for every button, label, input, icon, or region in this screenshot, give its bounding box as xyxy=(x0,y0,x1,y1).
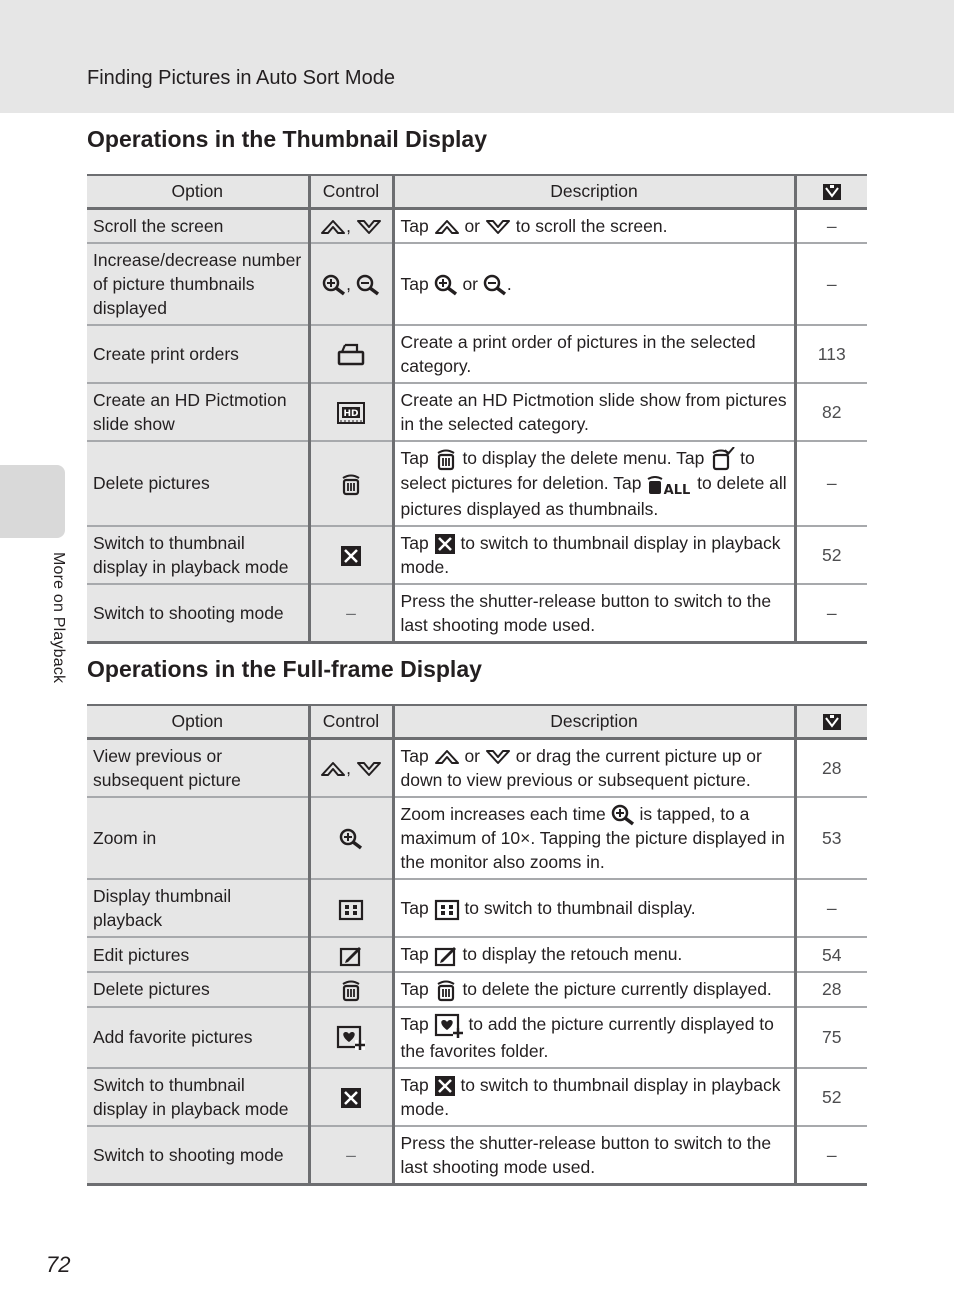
description-cell xyxy=(393,243,795,325)
scroll-up-icon xyxy=(434,748,460,766)
control-cell xyxy=(309,1068,393,1126)
table-row xyxy=(87,797,867,879)
playback-mode-icon xyxy=(434,1075,456,1097)
side-tab-label: More on Playback xyxy=(50,552,67,684)
zoom-in-icon xyxy=(611,804,635,826)
control-cell: , xyxy=(309,739,393,798)
retouch-icon xyxy=(434,945,458,967)
description-text: Tap xyxy=(400,1014,434,1035)
page-reference-cell: 113 xyxy=(795,325,867,383)
trash-icon xyxy=(339,472,363,496)
option-cell: Switch to thumbnail display in playback mode xyxy=(87,1068,309,1126)
control-none: – xyxy=(346,603,356,624)
page-reference-cell: 28 xyxy=(795,972,867,1007)
description-text: Zoom increases each time xyxy=(400,804,611,824)
table-row xyxy=(87,1126,867,1185)
description-text: Create a print order of pictures in the selected category. xyxy=(400,332,756,376)
thumbnail-icon xyxy=(338,899,364,921)
scroll-up-icon xyxy=(320,218,346,236)
description-cell xyxy=(393,739,795,798)
page-number: 72 xyxy=(46,1252,71,1277)
column-header-description: Description xyxy=(393,705,795,739)
option-cell: Create print orders xyxy=(87,325,309,383)
table-row xyxy=(87,879,867,937)
page-reference-cell: – xyxy=(795,584,867,643)
control-cell: , xyxy=(309,209,393,244)
favorite-add-icon xyxy=(336,1025,366,1051)
control-cell xyxy=(309,1126,393,1185)
table-row xyxy=(87,526,867,584)
description-text: Tap xyxy=(400,898,434,919)
trash-select-icon xyxy=(709,447,735,471)
description-text: is tapped, to a maximum of 10×. Tapping the picture displayed in the monitor also zooms in. xyxy=(400,804,785,873)
description-cell xyxy=(393,209,795,244)
control-cell xyxy=(309,526,393,584)
running-header-title: Finding Pictures in Auto Sort Mode xyxy=(87,67,395,89)
zoom-in-icon xyxy=(322,274,346,296)
hd-pictmotion-icon xyxy=(336,401,366,425)
description-cell xyxy=(393,441,795,526)
zoom-in-icon xyxy=(339,828,363,850)
book-reference-icon xyxy=(795,175,867,209)
trash-icon xyxy=(434,978,458,1002)
scroll-up-icon xyxy=(320,760,346,778)
description-text: Tap xyxy=(400,448,434,468)
description-text: or xyxy=(459,216,485,236)
table-row xyxy=(87,441,867,526)
playback-mode-icon xyxy=(434,533,456,555)
column-header-description: Description xyxy=(393,175,795,209)
control-cell: , xyxy=(309,243,393,325)
page-reference-cell: – xyxy=(795,441,867,526)
option-cell: View previous or subsequent picture xyxy=(87,739,309,798)
thumbnail-operations-table xyxy=(87,174,867,644)
option-cell: Switch to thumbnail display in playback mode xyxy=(87,526,309,584)
playback-mode-icon xyxy=(340,545,362,567)
thumbnail-icon xyxy=(434,899,460,921)
description-text: or xyxy=(457,273,483,294)
description-cell xyxy=(393,325,795,383)
column-header-option: Option xyxy=(87,705,309,739)
scroll-down-icon xyxy=(356,218,382,236)
playback-mode-icon xyxy=(340,1087,362,1109)
description-text: to select pictures for deletion. Tap xyxy=(400,448,755,494)
table-header-row xyxy=(87,175,867,209)
page-reference-cell: 52 xyxy=(795,526,867,584)
page-reference-cell: 52 xyxy=(795,1068,867,1126)
table-row xyxy=(87,325,867,383)
favorite-add-icon xyxy=(434,1013,464,1039)
description-text: to add the picture currently displayed to the favorites folder. xyxy=(400,1014,774,1061)
side-tab xyxy=(0,465,65,538)
table-row xyxy=(87,383,867,441)
description-text: to switch to thumbnail display in playback mode. xyxy=(400,532,781,578)
page-reference-cell: 82 xyxy=(795,383,867,441)
description-text: Tap xyxy=(400,216,434,236)
table-row xyxy=(87,584,867,643)
page-reference-cell: 75 xyxy=(795,1007,867,1067)
page-reference-cell: – xyxy=(795,209,867,244)
description-text: or drag the current picture up or down to view previous or subsequent picture. xyxy=(400,746,762,790)
fullframe-section-heading: Operations in the Full-frame Display xyxy=(87,656,482,682)
description-text: to switch to thumbnail display. xyxy=(459,898,696,919)
description-cell xyxy=(393,383,795,441)
thumbnail-section-heading: Operations in the Thumbnail Display xyxy=(87,126,487,152)
description-text: Create an HD Pictmotion slide show from pictures in the selected category. xyxy=(400,390,787,434)
description-text: Press the shutter-release button to switch to the last shooting mode used. xyxy=(400,1132,772,1177)
option-cell: Switch to shooting mode xyxy=(87,1126,309,1185)
description-cell xyxy=(393,584,795,643)
description-text: to delete all pictures displayed as thumbnails. xyxy=(400,473,787,519)
description-text: to display the delete menu. Tap xyxy=(457,448,710,468)
svg-text:HD: HD xyxy=(343,408,359,419)
description-cell xyxy=(393,526,795,584)
zoom-out-icon xyxy=(483,274,507,296)
description-text: Tap xyxy=(400,532,434,553)
table-header-row xyxy=(87,705,867,739)
control-cell xyxy=(309,325,393,383)
description-cell xyxy=(393,797,795,879)
scroll-down-icon xyxy=(485,218,511,236)
book-reference-icon xyxy=(795,705,867,739)
control-cell xyxy=(309,584,393,643)
option-cell: Delete pictures xyxy=(87,441,309,526)
trash-all-icon xyxy=(646,473,692,497)
page-reference-cell: – xyxy=(795,879,867,937)
control-cell xyxy=(309,879,393,937)
option-cell: Add favorite pictures xyxy=(87,1007,309,1067)
description-text: to switch to thumbnail display in playback mode. xyxy=(400,1074,781,1119)
description-text: Tap xyxy=(400,978,434,999)
control-cell xyxy=(309,972,393,1007)
column-header-control: Control xyxy=(309,705,393,739)
table-row xyxy=(87,937,867,971)
description-text: Tap xyxy=(400,273,434,294)
description-text: to display the retouch menu. xyxy=(457,944,683,965)
description-text: Press the shutter-release button to switch to the last shooting mode used. xyxy=(400,591,772,636)
option-cell: Scroll the screen xyxy=(87,209,309,244)
print-order-icon xyxy=(336,343,366,367)
header-band xyxy=(0,0,954,113)
description-cell xyxy=(393,1068,795,1126)
control-none: – xyxy=(346,1144,356,1165)
page-reference-cell: – xyxy=(795,243,867,325)
column-header-control: Control xyxy=(309,175,393,209)
scroll-up-icon xyxy=(434,218,460,236)
control-cell xyxy=(309,1007,393,1067)
option-cell: Zoom in xyxy=(87,797,309,879)
description-text: . xyxy=(506,273,512,294)
description-text: or xyxy=(459,746,485,766)
page-reference-cell: 28 xyxy=(795,739,867,798)
zoom-in-icon xyxy=(434,274,458,296)
table-row xyxy=(87,1007,867,1067)
description-text: Tap xyxy=(400,1074,434,1095)
scroll-down-icon xyxy=(485,748,511,766)
trash-icon xyxy=(339,978,363,1002)
table-row xyxy=(87,739,867,798)
page-reference-cell: 54 xyxy=(795,937,867,971)
table-row xyxy=(87,972,867,1007)
trash-icon xyxy=(434,447,458,471)
description-cell xyxy=(393,879,795,937)
page-reference-cell: 53 xyxy=(795,797,867,879)
description-text: to scroll the screen. xyxy=(510,216,668,236)
table-row xyxy=(87,209,867,244)
table-row xyxy=(87,1068,867,1126)
description-cell xyxy=(393,1126,795,1185)
table-row xyxy=(87,243,867,325)
option-cell: Delete pictures xyxy=(87,972,309,1007)
description-text: Tap xyxy=(400,944,434,965)
column-header-option: Option xyxy=(87,175,309,209)
option-cell: Create an HD Pictmotion slide show xyxy=(87,383,309,441)
scroll-down-icon xyxy=(356,760,382,778)
option-cell: Switch to shooting mode xyxy=(87,584,309,643)
zoom-out-icon xyxy=(356,274,380,296)
retouch-icon xyxy=(339,945,363,967)
description-text: to delete the picture currently displayed. xyxy=(457,978,772,999)
option-cell: Increase/decrease number of picture thumbnails displayed xyxy=(87,243,309,325)
description-cell xyxy=(393,937,795,971)
fullframe-operations-table xyxy=(87,704,867,1186)
svg-text:ALL: ALL xyxy=(663,482,691,497)
option-cell: Edit pictures xyxy=(87,937,309,971)
control-cell xyxy=(309,441,393,526)
description-cell xyxy=(393,1007,795,1067)
description-text: Tap xyxy=(400,746,434,766)
description-cell xyxy=(393,972,795,1007)
control-cell xyxy=(309,937,393,971)
page-reference-cell: – xyxy=(795,1126,867,1185)
option-cell: Display thumbnail playback xyxy=(87,879,309,937)
control-cell xyxy=(309,383,393,441)
control-cell xyxy=(309,797,393,879)
